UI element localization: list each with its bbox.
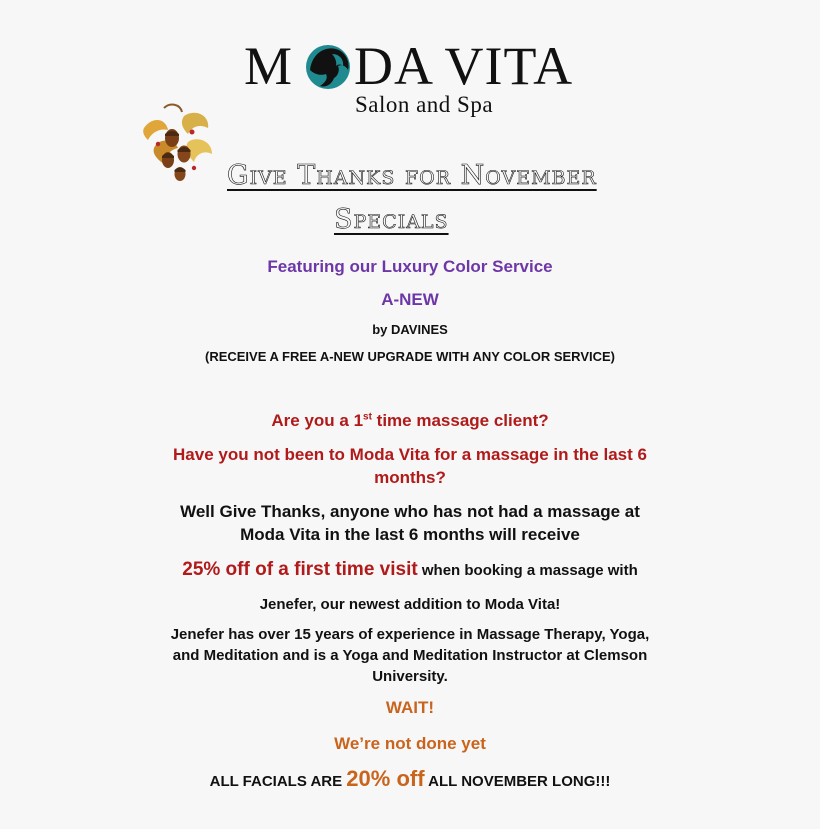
massage-question-2-line-2: months? [374, 468, 446, 487]
q1-sup: st [363, 411, 372, 423]
facials-pre: ALL FACIALS ARE [209, 773, 347, 790]
facials-offer-line [0, 766, 820, 792]
headline-line-1: Give Thanks for November [227, 160, 597, 191]
massage-body-line-2: Moda Vita in the last 6 months will receive [240, 525, 580, 544]
autumn-leaves-acorns-icon [134, 98, 224, 188]
not-done-text: We’re not done yet [334, 734, 486, 753]
brand-text: by DAVINES [372, 322, 448, 337]
facials-post: ALL NOVEMBER LONG!!! [424, 773, 611, 790]
jenefer-bio-line-3: University. [372, 668, 448, 685]
woman-profile-icon [302, 40, 354, 92]
product-name: A-NEW [381, 290, 439, 309]
massage-question-2-line-1: Have you not been to Moda Vita for a massage in the last 6 [173, 445, 647, 464]
wait-text: WAIT! [385, 698, 435, 717]
q1-pre: Are you a 1 [271, 411, 364, 430]
logo [244, 36, 604, 96]
facials-percent: 20% off [346, 766, 425, 791]
massage-offer: 25% off of a first time visit [182, 559, 418, 580]
q1-post: time massage client? [371, 411, 549, 430]
tagline: Salon and Spa [354, 92, 494, 117]
massage-offer-line [0, 559, 820, 581]
massage-body-line-1: Well Give Thanks, anyone who has not had a massage at [180, 502, 640, 521]
featuring-text: Featuring our Luxury Color Service [267, 257, 553, 276]
logo-letter-m: M [244, 36, 294, 96]
massage-question-1 [0, 411, 820, 431]
jenefer-bio-line-2: and Meditation and is a Yoga and Meditation Instructor at Clemson [172, 647, 648, 664]
headline-line-2: Specials [334, 204, 449, 235]
jenefer-bio-line-1: Jenefer has over 15 years of experience in Massage Therapy, Yoga, [170, 626, 650, 643]
logo-wordmark: DA VITA [354, 36, 574, 96]
jenefer-intro: Jenefer, our newest addition to Moda Vita! [259, 596, 561, 613]
massage-offer-tail: when booking a massage with [417, 562, 638, 579]
upgrade-text: (RECEIVE A FREE A-NEW UPGRADE WITH ANY COLOR SERVICE) [204, 349, 615, 364]
